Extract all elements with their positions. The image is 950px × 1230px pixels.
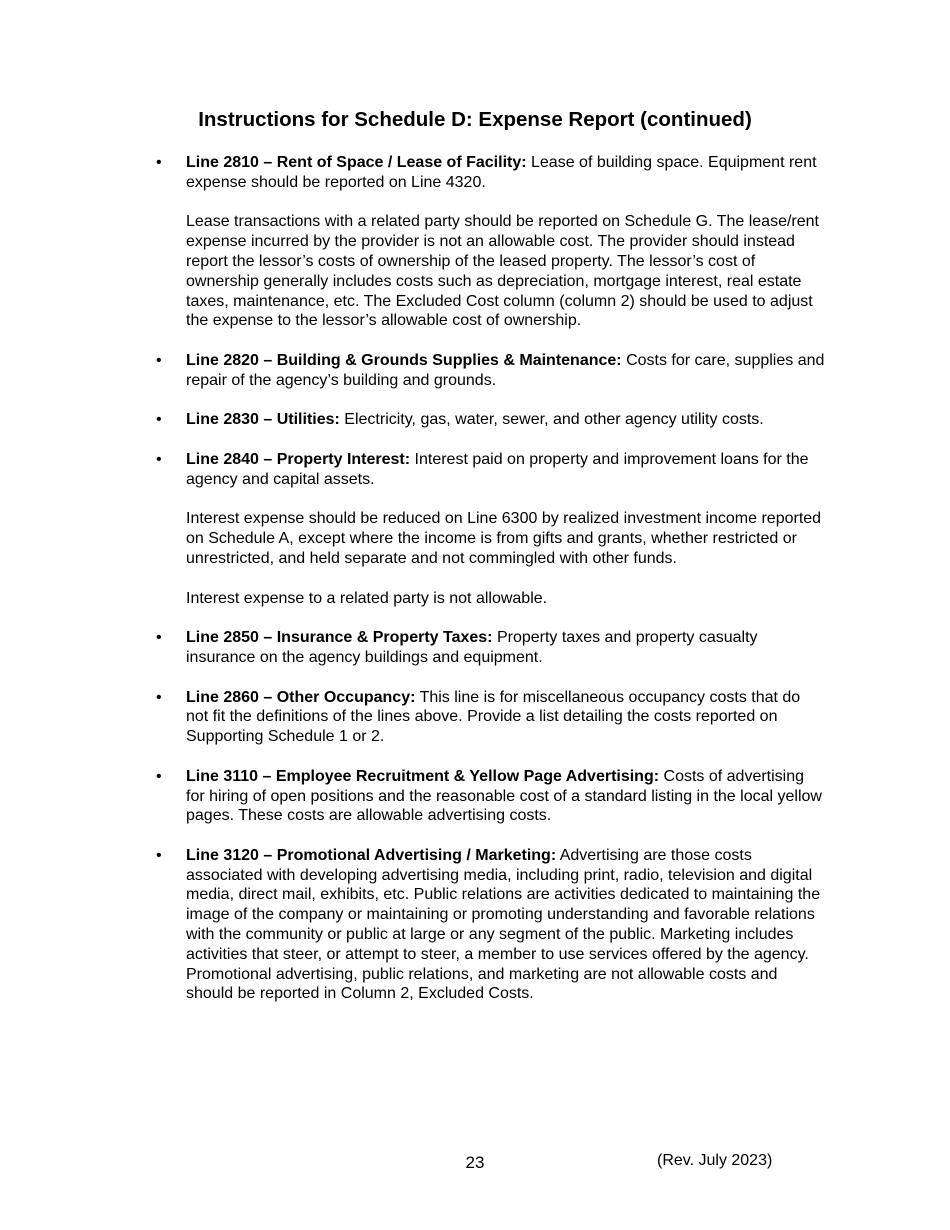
item-extra-paragraph: Lease transactions with a related party should be reported on Schedule G. The lease/rent expense incurred by the provider is not an allowable cost. The provider should instead report the lessor’s costs of ownership of the leased property. The lessor’s cost of ownership generally includes costs such as depreciation, mortgage interest, real estate taxes, maintenance, etc. The Excluded Cost column (column 2) should be used to adjust the expense to the lessor’s allowable cost of ownership. — [186, 213, 819, 330]
bullet-icon: • — [156, 351, 162, 369]
bullet-icon: • — [156, 450, 162, 468]
instruction-list — [0, 153, 950, 1024]
instruction-item — [0, 688, 826, 747]
line-description: Costs for care, supplies and repair of the agency’s building and grounds. — [186, 351, 825, 389]
bullet-icon: • — [156, 846, 162, 864]
item-paragraph — [186, 153, 826, 193]
line-label: Line 2850 – Insurance & Property Taxes: — [186, 629, 493, 647]
page-title: Instructions for Schedule D: Expense Report (continued) — [198, 108, 752, 131]
line-label: Line 2810 – Rent of Space / Lease of Facility: — [186, 154, 527, 171]
instruction-item — [0, 628, 826, 668]
line-description: Electricity, gas, water, sewer, and other agency utility costs. — [339, 411, 764, 429]
item-paragraph — [186, 410, 826, 430]
bullet-icon: • — [156, 154, 162, 171]
instruction-item — [0, 351, 826, 391]
line-label: Line 2830 – Utilities: — [186, 411, 340, 429]
item-extra-paragraph: Interest expense to a related party is not allowable. — [186, 589, 548, 607]
line-description: This line is for miscellaneous occupancy costs that do not fit the definitions of the lines above. Provide a list detailing the costs reported on Supporting Schedule 1 or 2. — [186, 688, 801, 746]
item-paragraph — [186, 688, 826, 747]
item-extra-paragraph: Interest expense should be reduced on Line 6300 by realized investment income reported on Schedule A, except where the income is from gifts and grants, whether restricted or unrestricted, and held separate and not commingled with other funds. — [186, 510, 822, 567]
item-paragraph — [186, 846, 826, 1004]
line-description: Interest paid on property and improvement loans for the agency and capital assets. — [186, 450, 809, 488]
line-label: Line 3110 – Employee Recruitment & Yellow Page Advertising: — [186, 767, 660, 785]
instruction-item — [0, 153, 826, 331]
line-label: Line 2860 – Other Occupancy: — [186, 688, 416, 706]
instruction-item — [0, 846, 826, 1004]
line-label: Line 3120 – Promotional Advertising / Marketing: — [186, 846, 557, 864]
bullet-icon: • — [156, 688, 162, 706]
item-paragraph — [186, 767, 826, 826]
page-number: 23 — [465, 1153, 485, 1172]
line-description: Costs of advertising for hiring of open positions and the reasonable cost of a standard listing in the local yellow pages. These costs are allowable advertising costs. — [186, 767, 822, 825]
instruction-item — [0, 767, 826, 826]
item-paragraph — [186, 628, 826, 668]
line-label: Line 2820 – Building & Grounds Supplies & Maintenance: — [186, 351, 622, 369]
line-description: Lease of building space. Equipment rent expense should be reported on Line 4320. — [186, 154, 817, 191]
revision-date: (Rev. July 2023) — [657, 1152, 773, 1169]
line-description: Property taxes and property casualty insurance on the agency buildings and equipment. — [186, 629, 758, 666]
bullet-icon: • — [156, 629, 162, 647]
line-description: Advertising are those costs associated with developing advertising media, including print, radio, television and digital media, direct mail, exhibits, etc. Public relations are activities dedicated to maintaining the image of the company or maintaining or promoting understanding and favorable relations with the community or public at large or any segment of the public. Marketing includes activities that steer, or attempt to steer, a member to use services offered by the agency. Promotional advertising, public relations, and marketing are not allowable costs and should be reported in Column 2, Excluded Costs. — [186, 846, 821, 1003]
item-paragraph — [186, 351, 826, 391]
instruction-item — [0, 410, 826, 430]
bullet-icon: • — [156, 411, 162, 429]
item-paragraph — [186, 450, 826, 490]
bullet-icon: • — [156, 767, 162, 785]
instruction-item — [0, 450, 826, 608]
line-label: Line 2840 – Property Interest: — [186, 450, 411, 468]
